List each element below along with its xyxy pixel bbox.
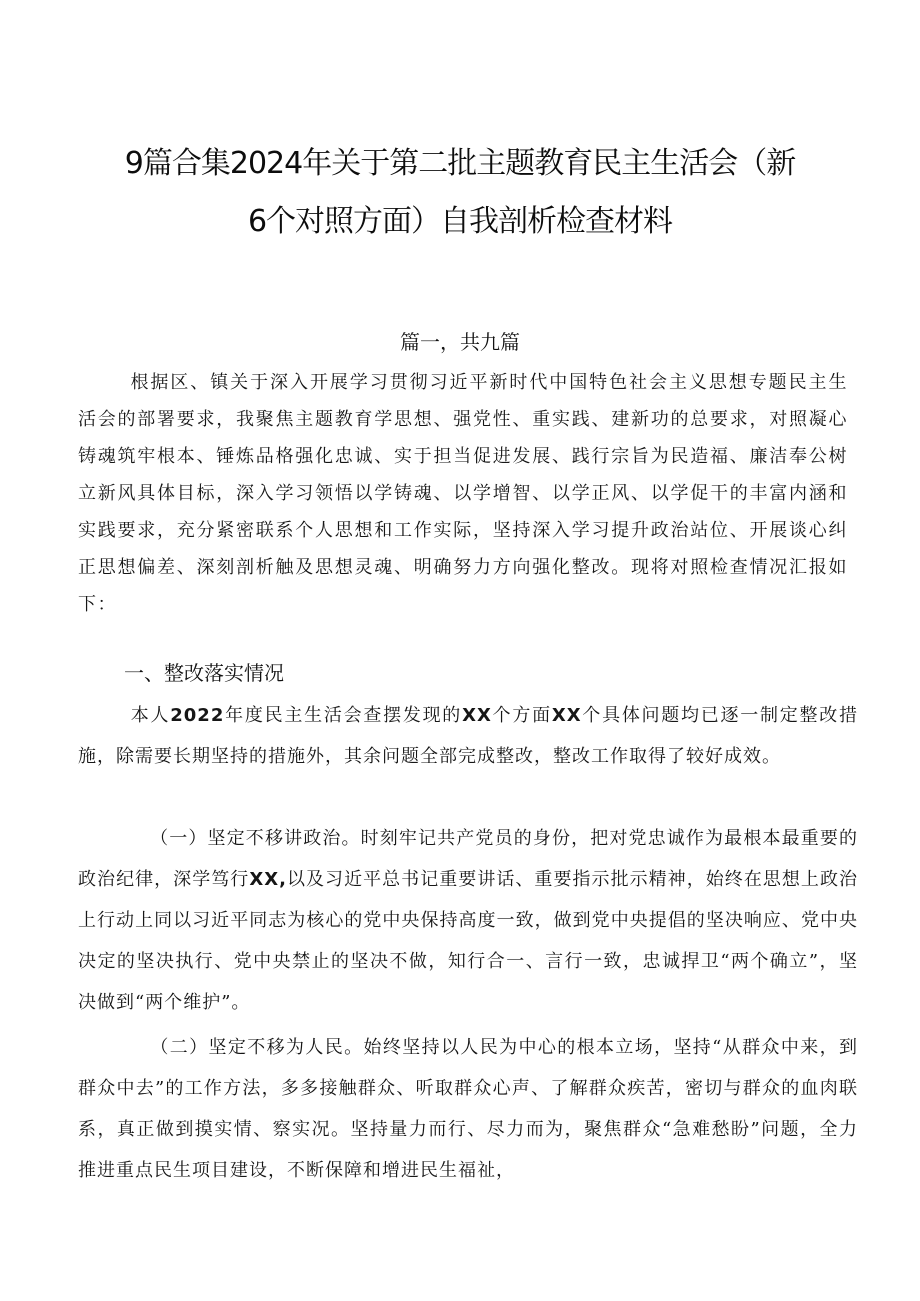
para3-text-e: 个方面: [491, 705, 552, 726]
para3-placeholder-1: XX: [462, 705, 492, 726]
para4-text-c: 以及习近平总书记重要讲话、重要指示批示精神，始终在思想上政治上行动上同以习近平同志为核心的党中央保持高度一致，做到党中央提倡的坚决响应、党中央决定的坚决执行、党中央禁止的坚决不做，知行合一、言行一致，忠诚捍卫“两个确立”，坚决做到“两个维护”。: [78, 869, 859, 1013]
para3-text-g: 个具体问题均已逐一制定整改措施，除需要长期坚持的措施外，其余问题全部完成整改，整改工作取得了较好成效。: [78, 705, 859, 767]
politics-paragraph: [78, 818, 858, 1023]
document-title-line2: 6个对照方面）自我剖析检查材料: [247, 204, 673, 239]
rectification-paragraph: [78, 695, 858, 777]
document-title-line1: 9篇合集2024年关于第二批主题教育民主生活会（新: [124, 146, 796, 181]
people-paragraph: [78, 1027, 858, 1191]
para4-placeholder: XX,: [249, 869, 287, 890]
section-subtitle: 篇一，共九篇: [400, 330, 520, 354]
para3-text-c: 年度民主生活会查摆发现的: [224, 705, 463, 726]
para3-placeholder-2: XX: [551, 705, 582, 726]
section-heading-rectification: 一、整改落实情况: [124, 661, 284, 685]
para3-year: 2022: [170, 705, 225, 726]
intro-paragraph-text: 根据区、镇关于深入开展学习贯彻习近平新时代中国特色社会主义思想专题民主生活会的部署要求，我聚焦主题教育学思想、强党性、重实践、建新功的总要求，对照凝心铸魂筑牢根本、锤炼品格强化忠诚、实于担当促进发展、践行宗旨为民造福、廉洁奉公树立新风具体目标，深入学习领悟以学铸魂、以学增智、以学正风、以学促干的丰富内涵和实践要求，充分紧密联系个人思想和工作实际，坚持深入学习提升政治站位、开展谈心纠正思想偏差、深刻剖析触及思想灵魂、明确努力方向强化整改。现将对照检查情况汇报如下：: [78, 372, 848, 615]
para5-text: （二）坚定不移为人民。始终坚持以人民为中心的根本立场，坚持“从群众中来，到群众中去”的工作方法，多多接触群众、听取群众心声、了解群众疾苦，密切与群众的血肉联系，真正做到摸实情、察实况。坚持量力而行、尽力而为，聚焦群众“急难愁盼”问题，全力推进重点民生项目建设，不断保障和增进民生福祉，: [78, 1037, 858, 1181]
para4-text-a: （一）坚定不移讲政治。时刻牢记共产党员的身份，把对党忠诚作为最根本最重要的政治纪律，深学笃行: [78, 828, 858, 890]
para3-text-a: 本人: [130, 705, 171, 726]
intro-paragraph: [78, 364, 848, 623]
